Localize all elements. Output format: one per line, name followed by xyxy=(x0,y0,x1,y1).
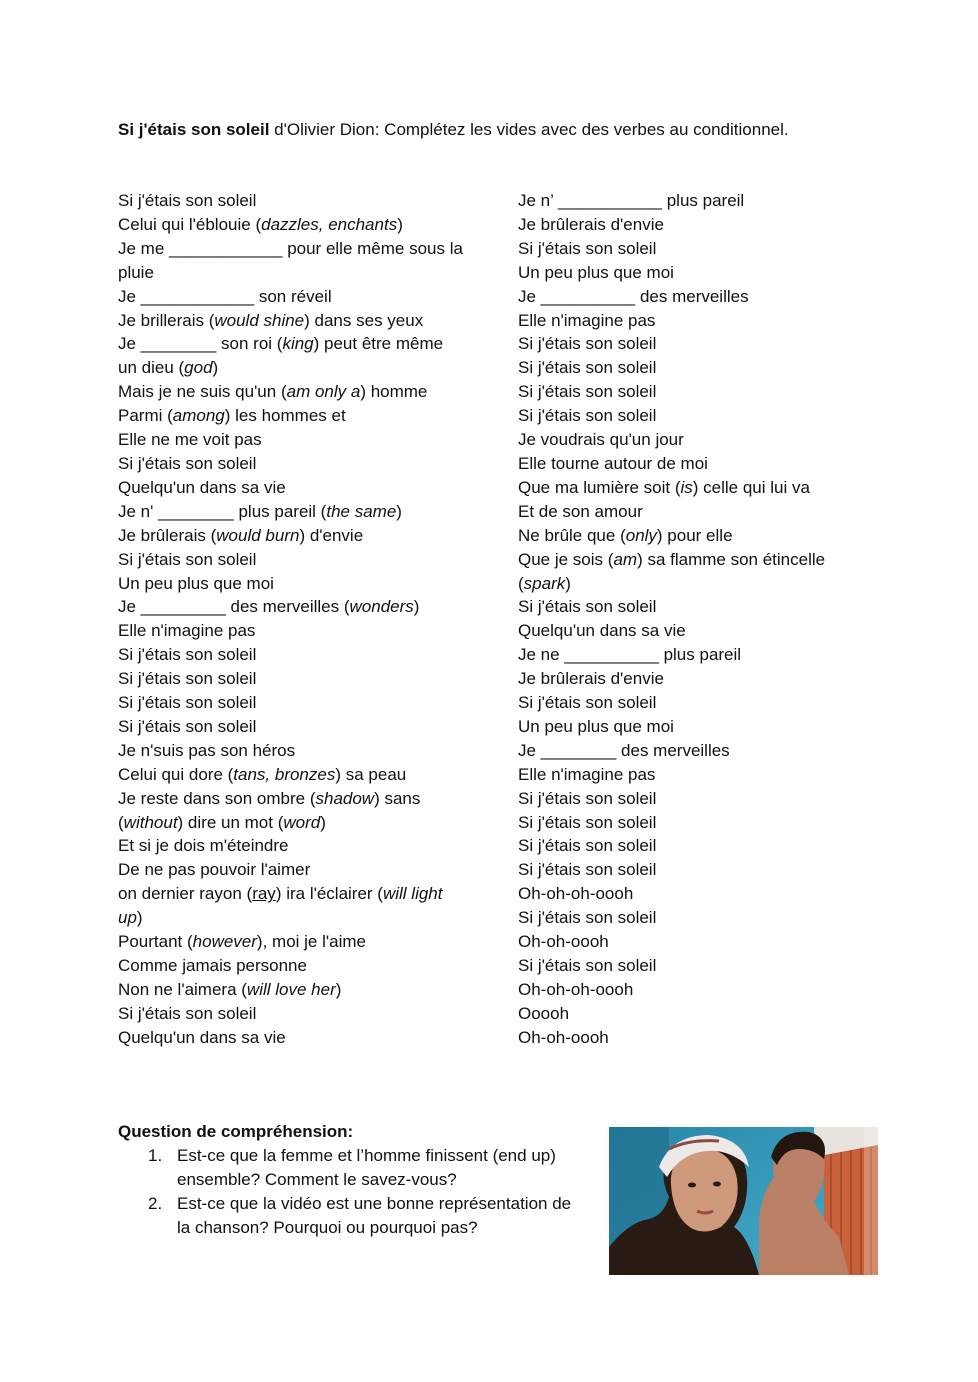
lyric-line xyxy=(518,906,863,930)
english-gloss: only xyxy=(625,525,657,545)
lyric-text: Si j'étais son soleil xyxy=(118,716,257,736)
lyric-line xyxy=(118,834,463,858)
lyric-line xyxy=(518,978,863,1002)
lyric-line xyxy=(118,930,463,954)
lyric-text: ) xyxy=(212,358,219,378)
questions-list xyxy=(148,1144,588,1240)
lyric-text: Si j'étais son soleil xyxy=(518,908,657,928)
english-gloss: dazzles, enchants xyxy=(261,214,398,234)
lyric-text: Celui qui dore ( xyxy=(118,764,234,784)
lyric-line xyxy=(118,452,463,476)
lyric-line xyxy=(518,309,863,333)
lyrics-left-column xyxy=(118,189,463,1050)
lyric-text: Si j'étais son soleil xyxy=(518,382,657,402)
lyric-text: ) sa peau xyxy=(335,764,407,784)
english-gloss: without xyxy=(123,812,178,832)
lyric-text: Celui qui l'éblouie ( xyxy=(118,214,262,234)
music-video-still xyxy=(609,1127,878,1275)
lyric-text: Elle n'imagine pas xyxy=(518,310,656,330)
question-item xyxy=(148,1144,588,1192)
lyric-line xyxy=(518,380,863,404)
lyric-text: Si j'étais son soleil xyxy=(518,358,657,378)
lyric-line xyxy=(118,978,463,1002)
lyric-line xyxy=(118,643,463,667)
lyric-line xyxy=(118,500,463,524)
english-gloss: among xyxy=(172,406,225,426)
lyric-text: Je reste dans son ombre ( xyxy=(118,788,316,808)
english-gloss: would burn xyxy=(216,525,300,545)
lyric-line xyxy=(118,691,463,715)
lyric-line xyxy=(118,619,463,643)
lyric-text: ) pour elle xyxy=(656,525,733,545)
lyric-text: Je ________ des merveilles xyxy=(518,740,730,760)
english-gloss: spark xyxy=(523,573,566,593)
lyric-text: Oh-oh-oooh xyxy=(518,932,609,952)
lyric-text: Je ____________ son réveil xyxy=(118,286,332,306)
lyric-text: ) ira l'éclairer ( xyxy=(275,884,383,904)
lyric-text: Si j'étais son soleil xyxy=(518,693,657,713)
lyric-text: Oh-oh-oooh xyxy=(518,1027,609,1047)
lyric-line xyxy=(518,524,863,548)
lyric-line xyxy=(118,380,463,404)
lyric-text: Pourtant ( xyxy=(118,932,193,952)
lyric-line xyxy=(518,476,863,500)
lyric-line xyxy=(518,1026,863,1050)
lyric-line xyxy=(518,452,863,476)
lyric-line xyxy=(118,787,463,835)
lyric-line xyxy=(118,428,463,452)
lyric-text: Comme jamais personne xyxy=(118,956,307,975)
lyric-text: Ooooh xyxy=(518,1003,570,1023)
lyric-line xyxy=(518,787,863,811)
lyric-text: Je voudrais qu'un jour xyxy=(518,430,684,450)
lyric-text: Si j'étais son soleil xyxy=(118,1003,257,1023)
worksheet-title xyxy=(118,118,898,142)
lyric-line xyxy=(518,882,863,906)
song-title: Si j'étais son soleil xyxy=(118,120,270,139)
lyric-line xyxy=(518,619,863,643)
lyric-text: Elle n'imagine pas xyxy=(518,764,656,784)
lyric-line xyxy=(118,309,463,333)
lyric-text: Oh-oh-oh-oooh xyxy=(518,979,634,999)
lyric-line xyxy=(118,213,463,237)
question-number: 1. xyxy=(148,1146,163,1165)
lyric-text: Que ma lumière soit ( xyxy=(518,477,681,497)
questions-heading: Question de compréhension: xyxy=(118,1122,354,1141)
lyric-text: Je ne __________ plus pareil xyxy=(518,645,742,665)
lyric-text: ) celle qui lui va xyxy=(692,477,810,497)
english-gloss: king xyxy=(282,334,314,354)
lyric-line xyxy=(118,476,463,500)
lyric-text: ) xyxy=(335,979,342,999)
lyric-text: Si j'étais son soleil xyxy=(118,549,257,569)
lyric-text: De ne pas pouvoir l'aimer xyxy=(118,860,311,880)
lyric-text: Je n’ ___________ plus pareil xyxy=(518,191,745,210)
lyric-text: ) xyxy=(320,812,326,832)
lyric-line xyxy=(518,500,863,524)
lyric-text: Si j'étais son soleil xyxy=(518,238,657,258)
lyric-line xyxy=(118,572,463,596)
lyric-line xyxy=(518,261,863,285)
lyric-text: Ne brûle que ( xyxy=(518,525,626,545)
lyric-text: Si j'étais son soleil xyxy=(118,693,257,713)
lyric-text: on dernier rayon ( xyxy=(118,884,253,904)
lyric-text: Si j'étais son soleil xyxy=(518,812,657,832)
lyric-line xyxy=(518,548,863,596)
lyric-line xyxy=(518,189,863,213)
lyric-text: ) dans ses yeux xyxy=(304,310,424,330)
english-gloss: however xyxy=(192,932,257,952)
lyric-text: Je __________ des merveilles xyxy=(518,286,749,306)
lyric-text: ) peut être même un dieu ( xyxy=(118,334,444,378)
lyric-line xyxy=(118,1002,463,1026)
lyric-text: ) sa flamme son étincelle ( xyxy=(518,549,826,593)
lyric-text: Un peu plus que moi xyxy=(518,262,674,282)
english-gloss: will light up xyxy=(118,884,443,928)
lyric-text: ) xyxy=(565,573,571,593)
lyric-text: ) homme xyxy=(360,382,428,402)
lyric-text: Et de son amour xyxy=(518,501,643,521)
lyric-text: ) les hommes et xyxy=(224,406,346,426)
question-item xyxy=(148,1192,588,1240)
lyric-line xyxy=(518,332,863,356)
instructions: d'Olivier Dion: Complétez les vides avec des verbes au conditionnel. xyxy=(269,120,789,139)
lyric-line xyxy=(518,834,863,858)
lyric-text: Oh-oh-oh-oooh xyxy=(518,884,634,904)
english-gloss: word xyxy=(283,812,321,832)
lyric-text: Si j'étais son soleil xyxy=(118,645,257,665)
lyric-line xyxy=(118,882,463,930)
english-gloss: the same xyxy=(326,501,397,521)
music-video-still-illustration xyxy=(609,1127,878,1275)
english-gloss: am xyxy=(613,549,638,569)
lyric-text: Si j'étais son soleil xyxy=(518,334,657,354)
lyric-line xyxy=(518,739,863,763)
lyric-text: Si j'étais son soleil xyxy=(518,788,657,808)
lyric-text: Elle n'imagine pas xyxy=(118,621,256,641)
lyric-text: Je ________ son roi ( xyxy=(118,334,283,354)
english-gloss: is xyxy=(680,477,693,497)
lyric-line xyxy=(518,285,863,309)
lyric-line xyxy=(118,954,463,978)
lyric-text: ) sans ( xyxy=(118,788,421,832)
lyric-line xyxy=(118,332,463,380)
lyric-line xyxy=(118,739,463,763)
lyric-line xyxy=(518,811,863,835)
lyric-line xyxy=(118,667,463,691)
lyric-line xyxy=(118,715,463,739)
lyric-text: Je brûlerais d'envie xyxy=(518,214,664,234)
lyric-text: Si j'étais son soleil xyxy=(118,453,257,473)
lyric-text: Non ne l'aimera ( xyxy=(118,979,247,999)
lyric-line xyxy=(518,404,863,428)
lyric-line xyxy=(518,954,863,978)
lyric-text: Elle ne me voit pas xyxy=(118,430,262,450)
lyric-line xyxy=(518,691,863,715)
lyric-text: Si j'étais son soleil xyxy=(518,406,657,426)
lyric-text: Je brillerais ( xyxy=(118,310,215,330)
lyric-text: Je n'suis pas son héros xyxy=(118,740,296,760)
lyric-line xyxy=(118,595,463,619)
english-gloss: tans, bronzes xyxy=(233,764,336,784)
lyric-text: Elle tourne autour de moi xyxy=(518,453,708,473)
lyric-text: Si j'étais son soleil xyxy=(118,669,257,689)
lyric-line xyxy=(518,858,863,882)
english-gloss: wonders xyxy=(349,597,414,617)
lyric-line xyxy=(118,763,463,787)
lyric-line xyxy=(518,428,863,452)
lyric-line xyxy=(518,213,863,237)
lyric-text: ) xyxy=(396,501,402,521)
lyric-text: Mais je ne suis qu'un ( xyxy=(118,382,287,402)
lyric-line xyxy=(518,595,863,619)
lyric-text: Quelqu'un dans sa vie xyxy=(518,621,686,641)
lyric-text: Si j'étais son soleil xyxy=(518,836,657,856)
lyric-line xyxy=(118,404,463,428)
english-gloss: am only a xyxy=(286,382,361,402)
lyric-text: Je me ____________ pour elle même sous la pluie xyxy=(118,238,463,282)
english-gloss: god xyxy=(184,358,213,378)
lyric-text: Si j'étais son soleil xyxy=(518,860,657,880)
lyric-line xyxy=(118,237,463,285)
lyric-text: ) xyxy=(413,597,420,617)
lyric-line xyxy=(518,356,863,380)
lyric-line xyxy=(118,858,463,882)
lyric-line xyxy=(118,1026,463,1050)
lyric-line xyxy=(518,715,863,739)
lyric-line xyxy=(518,1002,863,1026)
lyric-line xyxy=(118,524,463,548)
question-text: Est-ce que la femme et l’homme finissent (end up) ensemble? Comment le savez-vous? xyxy=(177,1146,556,1189)
lyric-line xyxy=(518,237,863,261)
lyric-text: Et si je dois m'éteindre xyxy=(118,836,289,856)
lyric-text: Un peu plus que moi xyxy=(118,573,274,593)
english-gloss: will love her xyxy=(246,979,336,999)
lyric-text: ) d'envie xyxy=(299,525,364,545)
lyric-text: Je brûlerais d'envie xyxy=(518,669,664,689)
lyric-line xyxy=(118,548,463,572)
lyric-line xyxy=(518,667,863,691)
lyric-line xyxy=(518,643,863,667)
lyric-text: Je brûlerais ( xyxy=(118,525,217,545)
question-text: Est-ce que la vidéo est une bonne représentation de la chanson? Pourquoi ou pourquoi pas? xyxy=(177,1193,572,1237)
english-gloss: ray xyxy=(252,884,276,904)
lyric-text: Quelqu'un dans sa vie xyxy=(118,477,286,497)
lyric-line xyxy=(118,285,463,309)
lyric-text: Que je sois ( xyxy=(518,549,614,569)
lyric-text: ) dire un mot ( xyxy=(177,812,284,832)
lyric-text: ) xyxy=(136,908,143,928)
lyrics-right-column xyxy=(518,189,863,1050)
lyric-text: Je _________ des merveilles ( xyxy=(118,597,350,617)
lyric-text: Un peu plus que moi xyxy=(518,716,674,736)
lyric-line xyxy=(518,930,863,954)
question-number: 2. xyxy=(148,1193,163,1213)
lyric-text: Si j'étais son soleil xyxy=(518,956,657,975)
lyric-line xyxy=(118,189,463,213)
english-gloss: shadow xyxy=(315,788,375,808)
lyric-text: ) xyxy=(397,214,403,234)
lyric-text: Si j'étais son soleil xyxy=(118,191,257,210)
lyric-text: ), moi je l'aime xyxy=(256,932,366,952)
lyric-text: Quelqu'un dans sa vie xyxy=(118,1027,286,1047)
lyric-text: Si j'étais son soleil xyxy=(518,597,657,617)
lyric-text: Parmi ( xyxy=(118,406,173,426)
english-gloss: would shine xyxy=(214,310,305,330)
lyric-text: Je n' ________ plus pareil ( xyxy=(118,501,327,521)
lyric-line xyxy=(518,763,863,787)
